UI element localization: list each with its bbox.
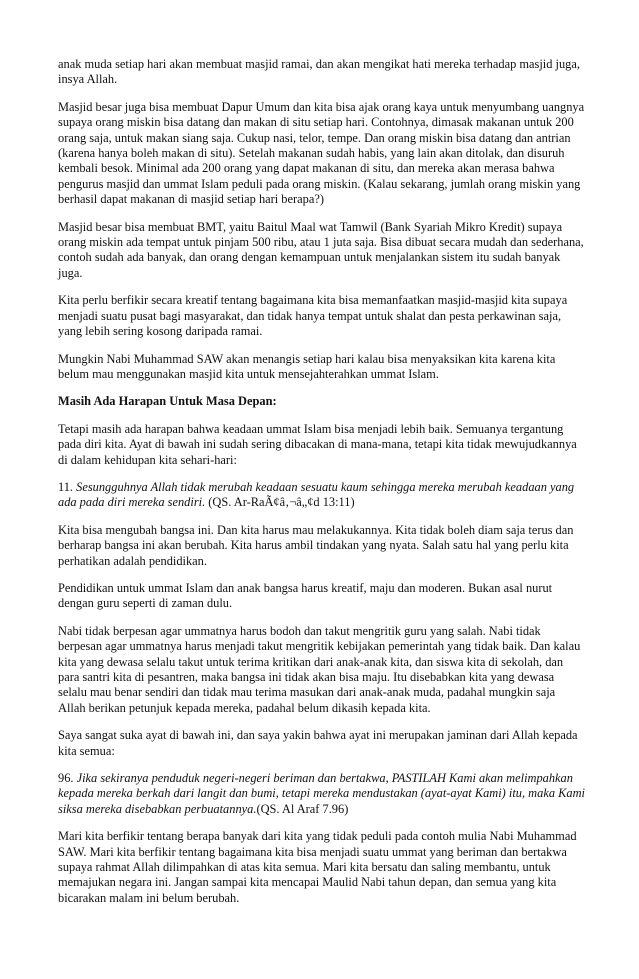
paragraph-nabi-menangis: Mungkin Nabi Muhammad SAW akan menangis setiap hari kalau bisa menyaksikan kita karena kita belum mau menggunakan masjid kita untuk mensejahterahkan ummat Islam. [58,351,556,381]
paragraph-pendidikan: Pendidikan untuk ummat Islam dan anak bangsa harus kreatif, maju dan moderen. Bukan asal nurut dengan guru seperti di zaman dulu. [58,580,553,611]
verse-number: 11. [58,479,77,494]
paragraph-nabi-berpesan: Nabi tidak berpesan agar ummatnya harus bodoh dan takut mengritik guru yang salah. Nabi tidak berpesan agar ummatnya harus menjadi takut mengritik kebijakan pemerintah yang tidak baik. Dan kalau kita yang dewasa selalu takut untuk terima kritikan dari anak-anak kita, dan siswa kita di sekolah, dan para santri kita di pesantren, maka bangsa ini tidak akan bisa maju. Itu disebabkan kita yang dewasa selalu mau benar sendiri dan tidak mau terima masukan dari anak-anak muda, padahal mungkin saja Allah berikan petunjuk kepada mereka, padahal belum dikasih kepada kita. [58,623,581,715]
verse-reference: (QS. Ar-RaÃ¢â‚¬â„¢d 13:11) [205,495,355,510]
verse-quote-13-11 [58,480,585,511]
paragraph-berfikir-kreatif: Kita perlu berfikir secara kreatif tentang bagaimana kita bisa memanfaatkan masjid-masjid kita supaya menjadi suatu pusat bagi masyarakat, dan tidak hanya tempat untuk shalat dan pesta perkawinan saja, yang lebih sering kosong daripada ramai. [58,293,568,339]
paragraph-harapan: Tetapi masih ada harapan bahwa keadaan ummat Islam bisa menjadi lebih baik. Semuanya tergantung pada diri kita. Ayat di bawah ini sudah sering dibacakan di mana-mana, tetapi kita tidak mewujudkannya di dalam kehidupan kita sehari-hari: [58,421,577,467]
paragraph-ayat-jaminan: Saya sangat suka ayat di bawah ini, dan saya yakin bahwa ayat ini merupakan jaminan dari Allah kepada kita semua: [58,728,578,758]
verse-text: Jika sekiranya penduduk negeri-negeri beriman dan bertakwa, PASTILAH Kami akan melimpahkan kepada mereka berkah dari langit dan bumi, tetapi mereka mendustakan (ayat-ayat Kami) itu, maka Kami siksa mereka disebabkan perbuatannya. [58,771,585,816]
paragraph-mengubah-bangsa: Kita bisa mengubah bangsa ini. Dan kita harus mau melakukannya. Kita tidak boleh diam saja terus dan berharap bangsa ini akan berubah. Kita harus ambil tindakan yang nyata. Salah satu hal yang perlu kita perhatikan adalah pendidikan. [58,522,574,568]
verse-number: 96. [58,771,77,786]
paragraph-dapur-umum: Masjid besar juga bisa membuat Dapur Umum dan kita bisa ajak orang kaya untuk menyumbang uangnya supaya orang miskin bisa datang dan makan di situ setiap hari. Contohnya, dimasak makanan untuk 200 orang saja, untuk makan siang saja. Cukup nasi, telor, tempe. Dan orang miskin bisa datang dan antrian (karena hanya boleh makan di situ). Setelah makanan sudah habis, yang lain akan ditolak, dan disuruh kembali besok. Minimal ada 200 orang yang dapat makanan di situ, dan mereka akan merasa bahwa pengurus masjid dan ummat Islam peduli pada orang miskin. (Kalau sekarang, jumlah orang miskin yang berhasil dapat makanan di masjid setiap hari berapa?) [58,99,585,207]
verse-quote-7-96 [58,771,585,817]
paragraph-1: anak muda setiap hari akan membuat masjid ramai, dan akan mengikat hati mereka terhadap masjid juga, insya Allah. [58,57,580,87]
section-heading: Masih Ada Harapan Untuk Masa Depan: [58,394,277,409]
verse-reference: (QS. Al Araf 7.96) [256,801,349,816]
paragraph-bmt: Masjid besar bisa membuat BMT, yaitu Baitul Maal wat Tamwil (Bank Syariah Mikro Kredit) supaya orang miskin ada tempat untuk pinjam 500 ribu, atau 1 juta saja. Bisa dibuat secara mudah dan sederhana, contoh sudah ada banyak, dan orang dengan kemampuan untuk menjalankan sistem itu sudah banyak juga. [58,219,584,280]
paragraph-penutup: Mari kita berfikir tentang berapa banyak dari kita yang tidak peduli pada contoh mulia Nabi Muhammad SAW. Mari kita berfikir tentang bagaimana kita bisa menjadi suatu ummat yang beriman dan bertakwa supaya rahmat Allah dilimpahkan di atas kita semua. Mari kita bersatu dan saling membantu, untuk memajukan negara ini. Jangan sampai kita mencapai Maulid Nabi tahun depan, dan semua yang kita bicarakan malam ini belum berubah. [58,829,577,905]
verse-text: Sesungguhnya Allah tidak merubah keadaan sesuatu kaum sehingga mereka merubah keadaan yang ada pada diri mereka sendiri. [58,479,575,510]
document-page [58,57,585,918]
